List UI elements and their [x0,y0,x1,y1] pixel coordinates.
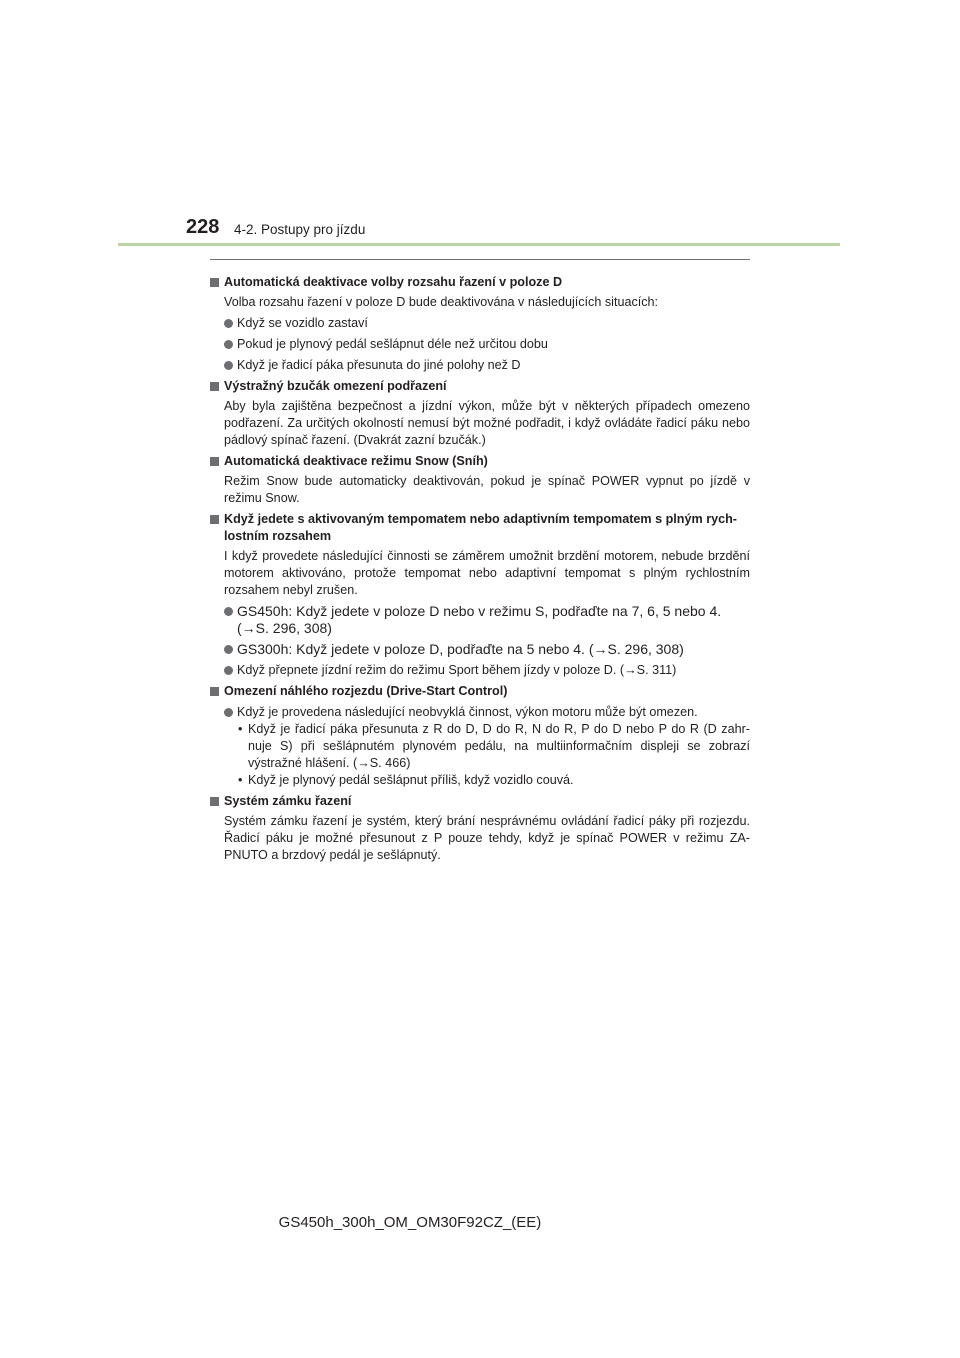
page-header [0,0,960,250]
section-drive-start-control [210,683,750,789]
section-cruise-control [210,511,750,679]
heading-text: Výstražný bzučák omezení podřazení [224,379,447,393]
section-title: 4-2. Postupy pro jízdu [234,222,366,237]
middot-icon: • [238,773,243,787]
section-heading [210,274,750,291]
square-bullet-icon [210,457,219,466]
sub-item-text: Když je plynový pedál sešlápnut příliš, když vozidlo couvá. [248,773,574,787]
bullet-item [210,603,750,637]
section-shift-range-deactivation [210,274,750,374]
heading-text: Systém zámku řazení [224,794,352,808]
paragraph: Aby byla zajištěna bezpečnost a jízdní výkon, může být v některých případech omezeno podřazení. Za určitých okolností nemusí být možné podřadit, i když ovládáte řadicí páku nebo pádlový spínač řazení. (Dvakrát zazní bzučák.) [224,399,750,447]
sub-item [210,721,750,772]
round-bullet-icon [224,319,233,328]
round-bullet-icon [224,340,233,349]
paragraph: I když provedete následující činnosti se záměrem umožnit brzdění motorem, nebude brzdění motorem aktivováno, protože tempomat nebo adaptivní tempomat s plným rychlostním rozsahem nebyl zrušen. [224,549,750,597]
section-heading [210,683,750,700]
square-bullet-icon [210,687,219,696]
section-heading [210,511,750,545]
round-bullet-icon [224,666,233,675]
bullet-item [210,641,750,658]
heading-text: Omezení náhlého rozjezdu (Drive-Start Control) [224,684,508,698]
round-bullet-icon [224,645,233,654]
bullet-text: GS450h: Když jedete v poloze D nebo v režimu S, podřaďte na 7, 6, 5 nebo 4. (→S. 296, 308) [237,603,722,636]
section-snow-mode-deactivation [210,453,750,507]
bullet-text: Pokud je plynový pedál sešlápnut déle než určitou dobu [237,337,548,351]
bullet-item [210,315,750,332]
paragraph: Systém zámku řazení je systém, který brání nesprávnému ovládání řadicí páky při rozjezdu. Řadicí páku je možné přesunout z P pouze tehdy, když je spínač POWER v režimu ZA-PNUTO a brzdový pedál je sešlápnutý. [224,814,750,862]
middot-icon: • [238,722,243,736]
section-shift-lock-system [210,793,750,864]
bullet-text: Když se vozidlo zastaví [237,316,368,330]
bullet-item [210,704,750,721]
header-rule [118,243,840,246]
paragraph: Režim Snow bude automaticky deaktivován, pokud je spínač POWER vypnut po jízdě v režimu Snow. [224,474,750,505]
section-heading [210,453,750,470]
round-bullet-icon [224,708,233,717]
section-heading [210,793,750,810]
sub-item [210,772,750,789]
page-footer [0,1214,960,1231]
bullet-text: Když je řadicí páka přesunuta do jiné polohy než D [237,358,521,372]
round-bullet-icon [224,607,233,616]
sub-item-text: Když je řadicí páka přesunuta z R do D, D do R, N do R, P do D nebo P do R (D zahr-nuje S) při sešlápnutém plynovém pedálu, na multiinformačním displeji se zobrazí výstražné hlášení. (→S. 466) [248,722,750,770]
bullet-text: Když je provedena následující neobvyklá činnost, výkon motoru může být omezen. [237,705,698,719]
document-code: GS450h_300h_OM_OM30F92CZ_(EE) [278,1214,542,1231]
bullet-text: Když přepnete jízdní režim do režimu Sport během jízdy v poloze D. (→S. 311) [237,663,677,677]
heading-text: Automatická deaktivace režimu Snow (Sníh) [224,454,488,468]
heading-text: Když jedete s aktivovaným tempomatem nebo adaptivním tempomatem s plným rych-lostním rozsahem [224,512,737,543]
content-top-rule [210,259,750,260]
bullet-item [210,357,750,374]
round-bullet-icon [224,361,233,370]
square-bullet-icon [210,278,219,287]
bullet-item [210,336,750,353]
section-heading [210,378,750,395]
square-bullet-icon [210,797,219,806]
square-bullet-icon [210,515,219,524]
bullet-item [210,662,750,679]
square-bullet-icon [210,382,219,391]
section-downshift-buzzer [210,378,750,449]
page-number: 228 [186,216,220,238]
page-content [210,270,750,864]
heading-text: Automatická deaktivace volby rozsahu řazení v poloze D [224,275,563,289]
paragraph: Volba rozsahu řazení v poloze D bude deaktivována v následujících situacích: [224,295,659,309]
bullet-text: GS300h: Když jedete v poloze D, podřaďte na 5 nebo 4. (→S. 296, 308) [237,641,684,657]
